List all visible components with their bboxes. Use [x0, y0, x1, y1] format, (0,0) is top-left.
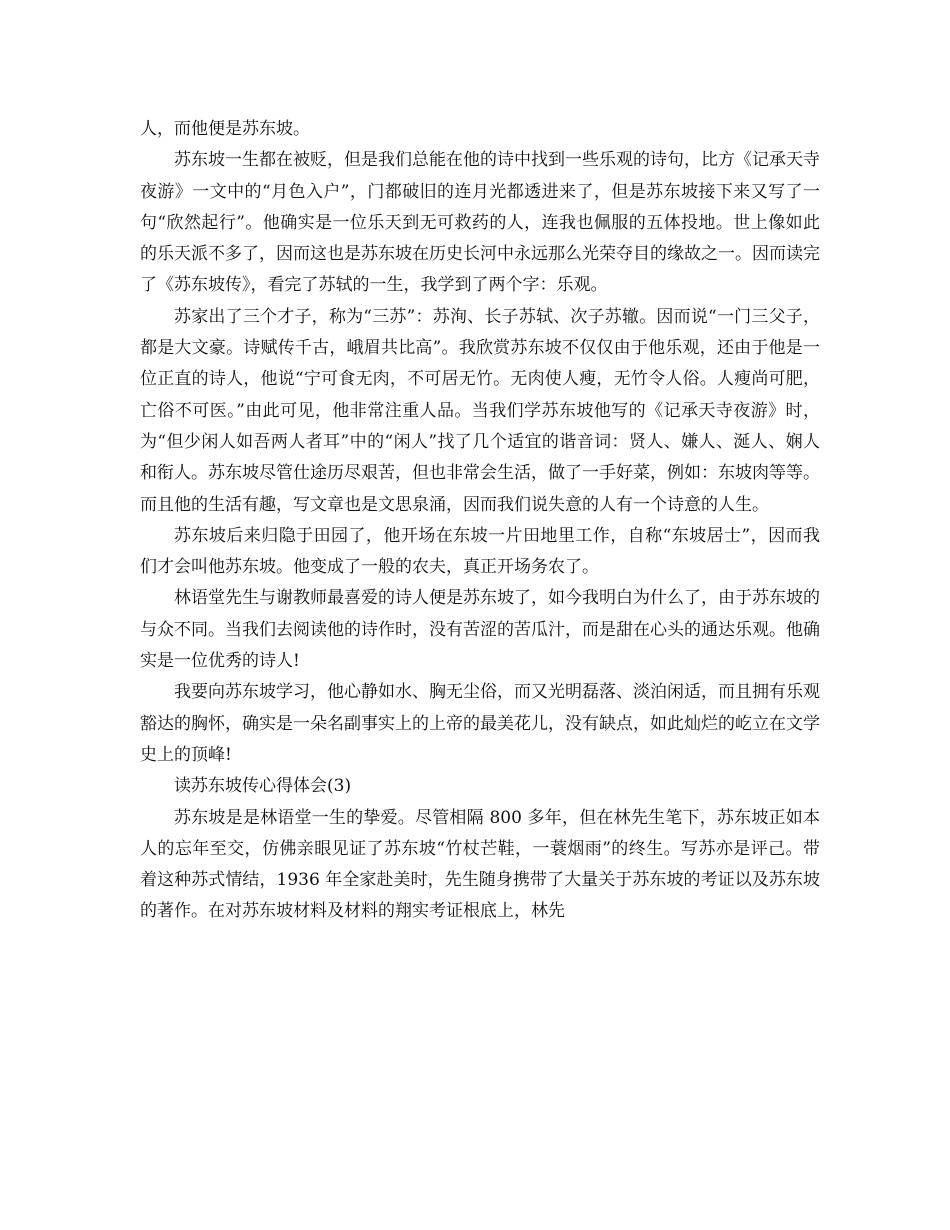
- paragraph-continuation: 人，而他便是苏东坡。: [140, 119, 310, 139]
- paragraph-three-su: 苏家出了三个才子，称为“三苏”：苏洵、长子苏轼、次子苏辙。因而说“一门三父子，都是大文豪。诗赋传千古，峨眉共比高”。我欣赏苏东坡不仅仅由于他乐观，还由于他是一位正直的诗人，他说“宁可食无肉，不可居无竹。无肉使人瘦，无竹令人俗。人瘦尚可肥，亡俗不可医。”由此可见，他非常注重人品。当我们学苏东坡他写的《记承天寺夜游》时，为“但少闲人如吾两人者耳”中的“闲人”找了几个适宜的谐音词：贤人、嫌人、涎人、娴人和衔人。苏东坡尽管仕途历尽艰苦，但也非常会生活，做了一手好菜，例如：东坡肉等等。而且他的生活有趣，写文章也是文思泉涌，因而我们说失意的人有一个诗意的人生。: [140, 306, 820, 515]
- paragraph-optimism: 苏东坡一生都在被贬，但是我们总能在他的诗中找到一些乐观的诗句，比方《记承天寺夜游》一文中的“月色入户”，门都破旧的连月光都透进来了，但是苏东坡接下来又写了一句“欣然起行”。他确实是一位乐天到无可救药的人，连我也佩服的五体投地。世上像如此的乐天派不多了，因而这也是苏东坡在历史长河中永远那么光荣夺目的缘故之一。因而读完了《苏东坡传》，看完了苏轼的一生，我学到了两个字：乐观。: [140, 150, 820, 296]
- section-heading: 读苏东坡传心得体会(3): [174, 776, 352, 797]
- paragraph-lin-yutang: 苏东坡是是林语堂一生的挚爱。尽管相隔 800 多年，但在林先生笔下，苏东坡正如本人的忘年至交，仿佛亲眼见证了苏东坡“竹杖芒鞋，一蓑烟雨”的终生。写苏亦是评己。带着这种苏式情结，1936 年全家赴美时，先生随身携带了大量关于苏东坡的考证以及苏东坡的著作。在对苏东坡材料及材料的翔实考证根底上，林先: [140, 807, 820, 922]
- paragraph-retirement: 苏东坡后来归隐于田园了，他开场在东坡一片田地里工作，自称“东坡居士”，因而我们才会叫他苏东坡。他变成了一般的农夫，真正开场务农了。: [140, 525, 820, 578]
- document-body: [140, 114, 820, 928]
- paragraph-favorite-poet: 林语堂先生与谢教师最喜爱的诗人便是苏东坡了，如今我明白为什么了，由于苏东坡的与众不同。当我们去阅读他的诗作时，没有苦涩的苦瓜汁，而是甜在心头的通达乐观。他确实是一位优秀的诗人!: [140, 588, 820, 672]
- paragraph-learn-from: 我要向苏东坡学习，他心静如水、胸无尘俗，而又光明磊落、淡泊闲适，而且拥有乐观豁达的胸怀，确实是一朵名副事实上的上帝的最美花儿，没有缺点，如此灿烂的屹立在文学史上的顶峰!: [140, 682, 820, 765]
